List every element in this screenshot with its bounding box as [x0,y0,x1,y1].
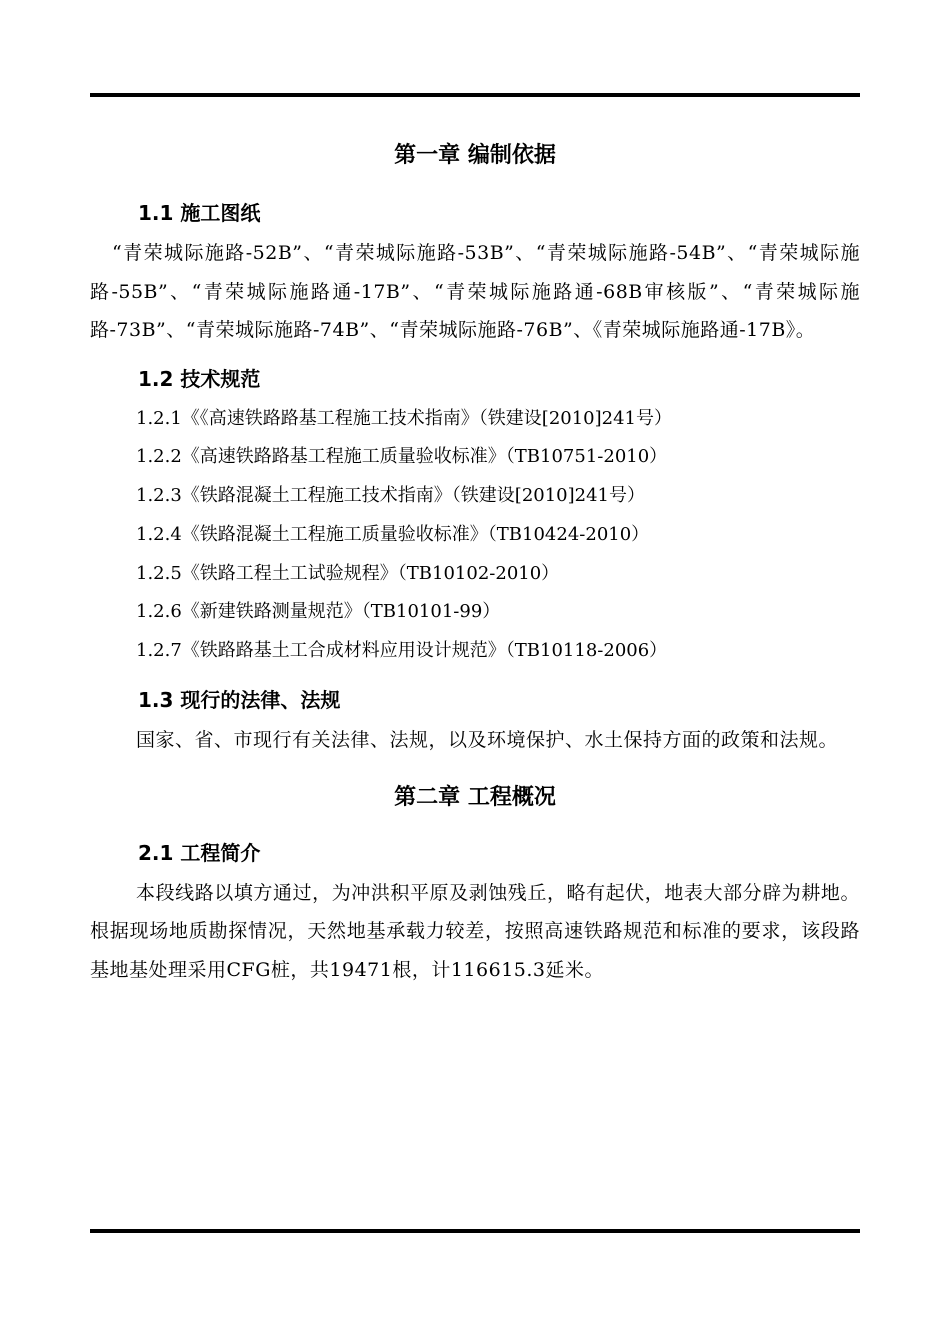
section-1-3-body: 国家、省、市现行有关法律、法规，以及环境保护、水土保持方面的政策和法规。 [136,729,839,752]
section-1-2-heading: 1.2 技术规范 [138,366,261,391]
reference-item: 1.2.1《《高速铁路路基工程施工技术指南》（铁建设[2010]241号） [136,407,673,429]
chapter-2-title: 第二章 工程概况 [394,784,556,810]
document-body [90,132,860,989]
section-1-3-heading: 1.3 现行的法律、法规 [138,688,341,713]
reference-item: 1.2.5《铁路工程土工试验规程》（TB10102-2010） [136,562,560,584]
section-2-1-heading: 2.1 工程简介 [138,840,261,865]
reference-item: 1.2.3《铁路混凝土工程施工技术指南》（铁建设[2010]241号） [136,485,646,507]
reference-item: 1.2.2《高速铁路路基工程施工质量验收标准》（TB10751-2010） [136,446,668,468]
header-rule [90,93,860,97]
reference-list [90,400,860,672]
footer-rule [90,1229,860,1233]
section-1-1-heading: 1.1 施工图纸 [138,201,261,225]
reference-item: 1.2.4《铁路混凝土工程施工质量验收标准》（TB10424-2010） [136,523,650,545]
section-2-1-body: 本段线路以填方通过，为冲洪积平原及剥蚀残丘，略有起伏，地表大部分辟为耕地。根据现场地质勘探情况，天然地基承载力较差，按照高速铁路规范和标准的要求，该段路基地基处理采用CFG桩，共19471根，计116615.3延米。 [90,881,860,981]
reference-item: 1.2.7《铁路路基土工合成材料应用设计规范》（TB10118-2006） [136,640,668,662]
section-1-1-body: “青荣城际施路-52B”、“青荣城际施路-53B”、“青荣城际施路-54B”、“青荣城际施路-55B”、“青荣城际施路通-17B”、“青荣城际施路通-68B审核版”、“青荣城际施路-73B”、“青荣城际施路-74B”、“青荣城际施路-76B”、《青荣城际施路通-17B》。 [90,242,860,341]
reference-item: 1.2.6《新建铁路测量规范》（TB10101-99） [136,601,501,623]
chapter-1-title: 第一章 编制依据 [394,143,556,168]
